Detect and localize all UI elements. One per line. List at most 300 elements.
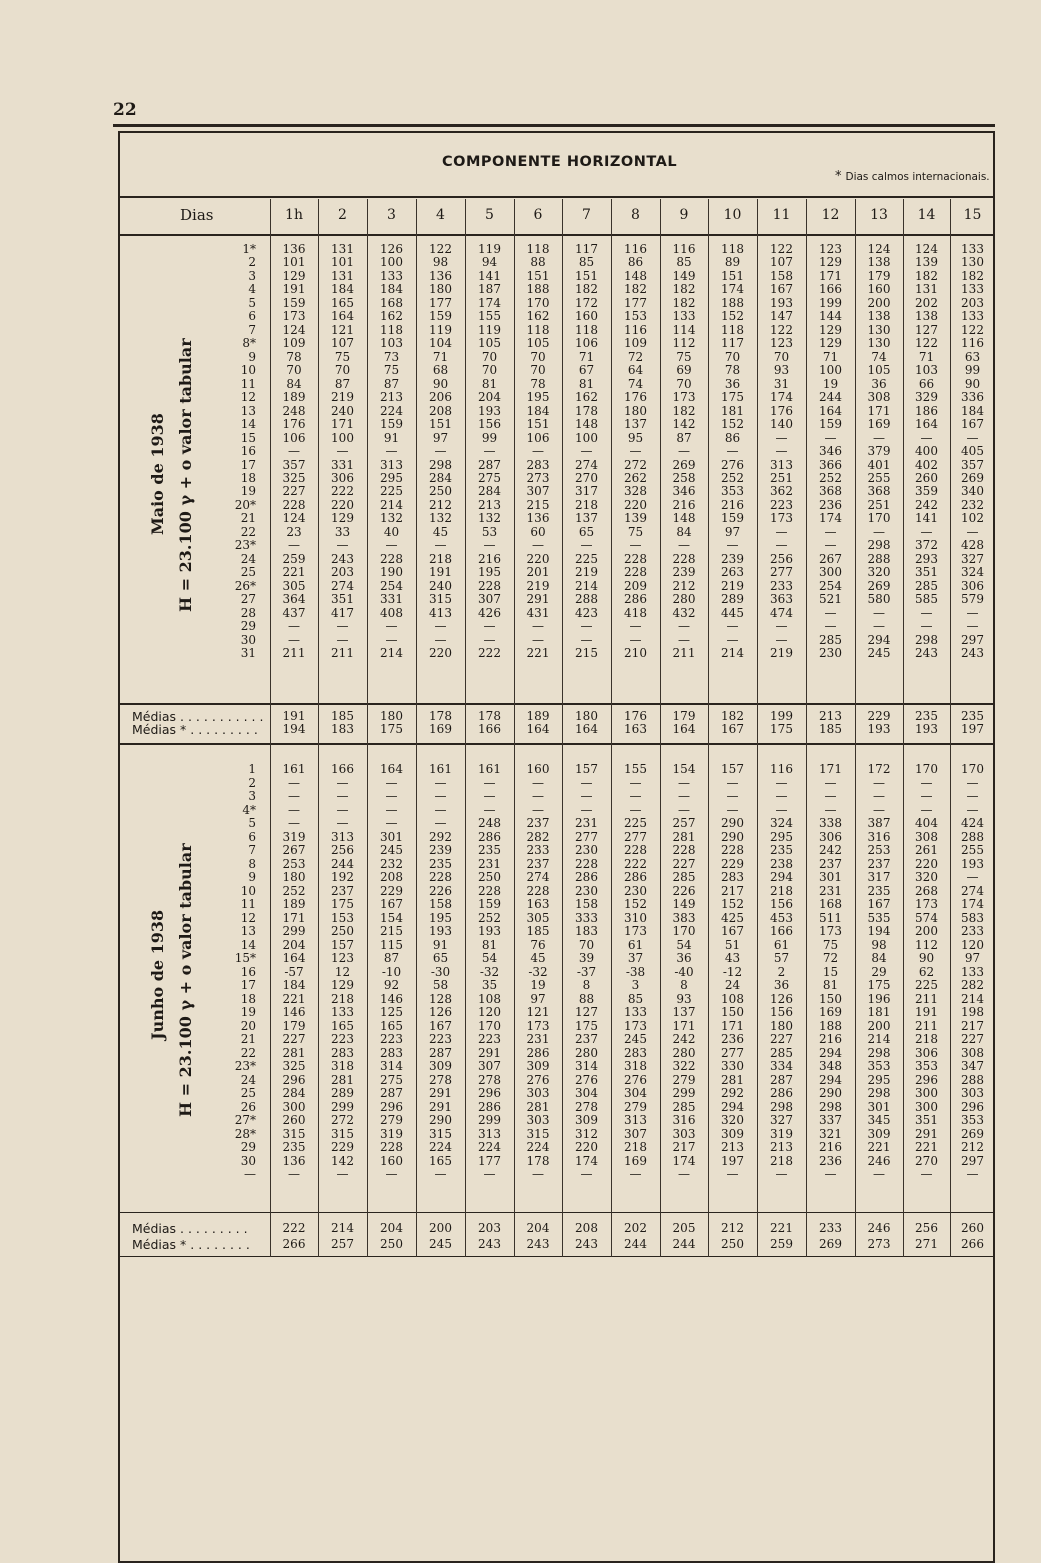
table-cell: 78 (286, 349, 302, 364)
day-label: 8 (248, 856, 256, 871)
table-cell: 405 (961, 444, 984, 459)
table-cell: 353 (915, 1059, 938, 1073)
table-cell: 203 (961, 295, 984, 310)
table-cell: 317 (575, 484, 598, 499)
table-cell: 214 (380, 646, 403, 661)
day-label: 28* (234, 1126, 256, 1141)
hour-header-13: 13 (870, 207, 888, 223)
mean-cell: 244 (672, 1237, 696, 1251)
table-cell: 139 (915, 255, 938, 270)
table-cell: 325 (282, 470, 306, 485)
table-cell: 93 (676, 991, 692, 1006)
table-cell: 127 (575, 1005, 598, 1019)
table-cell: — (824, 1167, 837, 1181)
table-cell: 129 (819, 336, 842, 351)
table-cell: 131 (331, 242, 354, 256)
table-cell: 165 (380, 1018, 403, 1033)
table-cell: 282 (961, 978, 984, 992)
table-cell: 99 (964, 363, 981, 378)
day-label: 1 (248, 762, 256, 776)
table-cell: 192 (331, 870, 354, 884)
mean-label: Médias . . . . . . . . . (132, 1221, 248, 1236)
table-cell: 291 (478, 1045, 501, 1060)
table-cell: 276 (526, 1072, 550, 1087)
table-cell: 166 (819, 282, 842, 297)
table-cell: — (288, 632, 300, 647)
table-cell: 75 (822, 937, 839, 952)
table-cell: 304 (624, 1086, 647, 1100)
table-cell: — (824, 538, 837, 553)
table-cell: 251 (770, 470, 793, 485)
table-cell: 84 (676, 524, 692, 539)
table-cell: 230 (819, 646, 842, 661)
table-cell: 408 (380, 605, 403, 620)
table-cell: 366 (819, 457, 842, 472)
mean-cell: 204 (526, 1221, 550, 1235)
table-cell: 268 (915, 883, 938, 898)
table-cell: 216 (721, 497, 744, 512)
day-label: 21 (240, 1032, 256, 1046)
table-cell: 290 (429, 1113, 452, 1127)
table-cell: — (966, 605, 979, 620)
table-cell: 136 (429, 268, 452, 283)
table-cell: 413 (429, 605, 452, 620)
table-cell: 118 (380, 322, 403, 337)
hour-header-3: 3 (387, 207, 396, 223)
table-cell: 286 (478, 829, 501, 844)
table-cell: 348 (819, 1059, 842, 1073)
table-cell: 19 (822, 376, 839, 391)
table-cell: 283 (526, 457, 550, 472)
table-cell: 278 (429, 1072, 452, 1087)
mean-cell: 180 (380, 709, 403, 723)
table-cell: 237 (819, 856, 842, 871)
table-cell: — (629, 632, 642, 647)
table-cell: — (678, 775, 690, 790)
table-cell: 78 (530, 376, 546, 391)
table-cell: 129 (819, 322, 842, 337)
table-cell: 535 (867, 910, 891, 925)
table-cell: 131 (915, 282, 938, 297)
table-cell: 314 (380, 1059, 403, 1073)
table-cell: 242 (672, 1032, 696, 1046)
table-cell: 133 (961, 309, 984, 324)
mean-cell: 243 (575, 1237, 598, 1251)
table-cell: 307 (478, 592, 501, 607)
table-cell: — (824, 524, 837, 539)
table-cell: 60 (530, 524, 546, 539)
table-cell: — (483, 538, 496, 553)
table-cell: — (629, 775, 642, 790)
table-cell: 246 (867, 1153, 891, 1168)
mean-cell: 163 (624, 722, 647, 736)
table-cell: 277 (624, 829, 647, 844)
table-cell: 100 (380, 255, 403, 270)
table-cell: 148 (624, 268, 647, 283)
table-cell: 298 (429, 457, 452, 472)
table-cell: 159 (721, 511, 744, 526)
table-cell: 91 (383, 430, 400, 445)
table-cell: 94 (481, 255, 498, 270)
table-cell: 337 (819, 1113, 842, 1127)
table-cell: 132 (380, 511, 403, 526)
table-cell: 317 (867, 870, 891, 884)
table-cell: 400 (915, 444, 938, 459)
table-cell: 321 (819, 1126, 842, 1141)
mean-cell: 208 (575, 1221, 598, 1235)
table-cell: 173 (672, 390, 696, 405)
table-cell: 304 (575, 1086, 598, 1100)
table-cell: 173 (770, 511, 793, 526)
table-cell: — (336, 619, 349, 634)
table-cell: 158 (575, 897, 598, 911)
table-cell: — (920, 605, 933, 620)
table-cell: — (873, 1167, 885, 1181)
table-cell: 81 (481, 937, 498, 952)
table-cell: 293 (915, 551, 938, 566)
table-cell: 181 (867, 1005, 891, 1019)
table-cell: 123 (331, 951, 354, 965)
table-cell: 75 (334, 349, 351, 364)
table-cell: — (580, 444, 593, 459)
table-cell: 220 (624, 497, 647, 512)
table-cell: 148 (575, 417, 598, 432)
table-cell: 163 (526, 897, 550, 911)
table-cell: 160 (867, 282, 891, 297)
hour-header-4: 4 (436, 207, 445, 223)
table-cell: 102 (961, 511, 984, 526)
table-cell: — (678, 619, 690, 634)
table-cell: — (336, 775, 349, 790)
mean-cell: 243 (526, 1237, 550, 1251)
table-cell: 173 (915, 897, 938, 911)
table-cell: 70 (676, 376, 692, 391)
table-cell: 29 (871, 964, 887, 979)
table-cell: 353 (721, 484, 744, 499)
day-label: 21 (240, 511, 256, 526)
table-cell: 235 (770, 843, 793, 857)
table-cell: 331 (331, 457, 354, 472)
day-label: 16 (240, 964, 256, 979)
table-cell: — (966, 802, 979, 817)
table-cell: 213 (380, 390, 403, 405)
table-cell: 319 (282, 829, 306, 844)
table-cell: 70 (773, 349, 790, 364)
table-cell: 291 (915, 1126, 938, 1141)
table-cell: 227 (282, 1032, 306, 1046)
day-label: 23* (234, 538, 256, 553)
table-cell: 208 (380, 870, 403, 884)
table-cell: 184 (282, 978, 306, 992)
table-rule (120, 1212, 993, 1213)
table-cell: 221 (526, 646, 550, 661)
table-cell: 200 (867, 295, 891, 310)
table-cell: 171 (819, 268, 842, 283)
table-cell: 167 (721, 924, 744, 938)
table-cell: 75 (627, 524, 644, 539)
day-label: 15* (234, 951, 256, 965)
table-cell: 225 (380, 484, 403, 499)
table-cell: 262 (624, 470, 647, 485)
table-cell: — (532, 1167, 544, 1181)
table-cell: 178 (575, 403, 598, 418)
table-cell: 118 (721, 242, 744, 256)
day-label: 18 (240, 470, 256, 485)
table-cell: 182 (915, 268, 938, 283)
table-cell: 237 (331, 883, 354, 898)
mean-label: Médias . . . . . . . . . . . (132, 709, 264, 724)
table-cell: 272 (331, 1113, 354, 1127)
table-cell: 303 (961, 1086, 984, 1100)
table-cell: — (678, 802, 690, 817)
table-cell: 122 (961, 322, 984, 337)
table-cell: 267 (282, 843, 306, 857)
table-cell: 368 (819, 484, 842, 499)
mean-cell: 213 (819, 709, 842, 723)
table-cell: 309 (575, 1113, 598, 1127)
table-cell: 70 (530, 349, 546, 364)
table-cell: 191 (282, 282, 306, 297)
table-cell: 43 (724, 951, 741, 965)
table-cell: 189 (282, 390, 306, 405)
table-cell: 133 (331, 1005, 354, 1019)
table-cell: — (385, 816, 398, 830)
table-cell: 151 (526, 268, 550, 283)
table-cell: 195 (429, 910, 452, 925)
table-cell: 255 (867, 470, 891, 485)
mean-cell: 250 (380, 1237, 403, 1251)
table-cell: 175 (721, 390, 744, 405)
table-cell: -57 (284, 964, 304, 979)
table-cell: 81 (481, 376, 498, 391)
table-cell: 181 (721, 403, 744, 418)
table-cell: 170 (961, 762, 984, 776)
table-cell: 284 (282, 1086, 306, 1100)
table-cell: 301 (819, 870, 842, 884)
table-cell: 160 (575, 309, 598, 324)
table-cell: 294 (867, 632, 891, 647)
mean-cell: 256 (915, 1221, 938, 1235)
table-cell: — (726, 632, 739, 647)
table-cell: 175 (867, 978, 891, 992)
table-cell: 402 (915, 457, 938, 472)
table-cell: 87 (383, 951, 400, 965)
mean-cell: 214 (331, 1221, 354, 1235)
table-cell: 219 (526, 578, 550, 593)
table-cell: 511 (819, 910, 842, 925)
table-cell: 357 (282, 457, 306, 472)
table-cell: 284 (478, 484, 501, 499)
day-label: 29 (240, 1140, 256, 1154)
table-cell: 182 (672, 282, 696, 297)
table-cell: 258 (672, 470, 696, 485)
table-cell: 228 (672, 843, 696, 857)
table-cell: 78 (724, 363, 741, 378)
table-cell: 108 (478, 991, 501, 1006)
table-cell: 298 (867, 1045, 891, 1060)
table-cell: 171 (819, 762, 842, 776)
table-cell: 240 (429, 578, 452, 593)
table-cell: 237 (575, 1032, 598, 1046)
mean-cell: 245 (429, 1237, 452, 1251)
table-cell: 174 (672, 1153, 696, 1168)
table-cell: 445 (721, 605, 744, 620)
mean-cell: 212 (721, 1221, 744, 1235)
table-cell: 107 (770, 255, 793, 270)
table-cell: 364 (282, 592, 306, 607)
table-cell: 270 (575, 470, 598, 485)
table-cell: 201 (526, 565, 550, 580)
table-cell: 179 (282, 1018, 306, 1033)
table-cell: 284 (429, 470, 452, 485)
table-cell: 71 (578, 349, 595, 364)
table-cell: 291 (429, 1086, 452, 1100)
table-cell: 169 (819, 1005, 842, 1019)
table-cell: 237 (867, 856, 891, 871)
table-cell: 401 (867, 457, 891, 472)
table-cell: 232 (961, 497, 984, 512)
table-cell: — (385, 619, 398, 634)
table-cell: 279 (624, 1099, 647, 1114)
table-cell: 100 (819, 363, 842, 378)
table-cell: — (873, 802, 885, 817)
table-cell: 474 (770, 605, 793, 620)
table-cell: 174 (961, 897, 984, 911)
table-cell: 150 (721, 1005, 744, 1019)
table-cell: 106 (575, 336, 598, 351)
table-cell: 330 (721, 1059, 744, 1073)
table-cell: 223 (770, 497, 793, 512)
table-cell: — (966, 524, 979, 539)
table-cell: 228 (478, 883, 501, 898)
mean-cell: 164 (672, 722, 696, 736)
table-cell: — (532, 775, 544, 790)
table-cell: 286 (575, 870, 598, 884)
table-cell: 227 (770, 1032, 793, 1046)
table-cell: — (434, 775, 447, 790)
day-label: 9 (248, 870, 256, 884)
table-cell: 156 (478, 417, 501, 432)
table-cell: 289 (721, 592, 744, 607)
table-cell: 363 (770, 592, 793, 607)
mean-cell: 197 (961, 722, 984, 736)
day-label: 23* (234, 1059, 256, 1073)
table-cell: 174 (770, 390, 793, 405)
table-cell: 174 (721, 282, 744, 297)
dias-header: Dias (180, 206, 214, 224)
table-cell: 112 (915, 937, 938, 952)
table-cell: — (580, 802, 593, 817)
table-cell: 227 (282, 484, 306, 499)
hour-header-1: 1h (285, 207, 303, 223)
table-cell: 65 (432, 951, 449, 965)
table-cell: 72 (627, 349, 644, 364)
table-cell: 152 (721, 417, 744, 432)
table-cell: — (434, 444, 447, 459)
table-cell: 128 (429, 991, 452, 1006)
table-cell: 159 (478, 897, 501, 911)
table-cell: 225 (575, 551, 598, 566)
table-cell: — (288, 775, 300, 790)
table-cell: 130 (867, 336, 891, 351)
day-label: — (244, 1167, 256, 1181)
table-cell: 8 (680, 978, 688, 992)
table-cell: — (336, 444, 349, 459)
table-cell: 151 (526, 417, 550, 432)
table-cell: 87 (334, 376, 351, 391)
table-cell: 300 (915, 1099, 938, 1114)
mean-cell: 205 (672, 1221, 696, 1235)
table-cell: 69 (676, 363, 692, 378)
table-cell: — (775, 524, 788, 539)
mean-cell: 259 (770, 1237, 793, 1251)
table-cell: 122 (429, 242, 452, 256)
table-cell: — (726, 789, 739, 803)
table-cell: — (288, 619, 300, 634)
table-cell: 236 (721, 1032, 744, 1046)
table-cell: 129 (282, 268, 306, 283)
table-cell: 328 (624, 484, 647, 499)
table-cell: 211 (915, 1018, 938, 1033)
table-cell: 320 (721, 1113, 744, 1127)
table-cell: 161 (429, 762, 452, 776)
table-cell: 95 (627, 430, 644, 445)
day-label: 2 (248, 775, 256, 790)
mean-cell: 221 (770, 1221, 793, 1235)
table-cell: 84 (871, 951, 887, 965)
table-cell: 221 (867, 1140, 891, 1154)
table-cell: 315 (429, 592, 452, 607)
table-cell: -10 (381, 964, 402, 979)
table-cell: 313 (331, 829, 354, 844)
table-cell: 98 (871, 937, 887, 952)
hour-header-5: 5 (485, 207, 494, 223)
table-cell: 54 (676, 937, 692, 952)
table-cell: 319 (380, 1126, 403, 1141)
table-cell: 187 (478, 282, 501, 297)
table-cell: 36 (724, 376, 741, 391)
table-cell: 122 (915, 336, 938, 351)
table-cell: 191 (915, 1005, 938, 1019)
table-cell: 3 (631, 978, 640, 992)
table-cell: 76 (530, 937, 546, 952)
table-cell: 89 (724, 255, 741, 270)
table-cell: 209 (624, 578, 647, 593)
table-cell: 286 (624, 592, 647, 607)
table-cell: 213 (721, 1140, 744, 1154)
table-cell: 245 (624, 1032, 647, 1046)
table-cell: 136 (282, 242, 306, 256)
day-label: 3 (248, 268, 256, 283)
table-cell: 172 (575, 295, 598, 310)
day-label: 22 (240, 1045, 256, 1060)
table-cell: 85 (676, 255, 692, 270)
mean-cell: 250 (721, 1237, 744, 1251)
table-cell: 182 (624, 282, 647, 297)
table-cell: — (629, 789, 642, 803)
table-cell: 225 (915, 978, 938, 992)
table-cell: — (629, 802, 642, 817)
table-cell: 288 (575, 592, 598, 607)
mean-cell: 229 (867, 709, 891, 723)
mean-cell: 266 (282, 1237, 306, 1251)
table-cell: 155 (624, 762, 647, 776)
table-cell: 164 (819, 403, 842, 418)
table-cell: 274 (575, 457, 598, 472)
table-cell: 251 (867, 497, 891, 512)
table-cell: 189 (282, 897, 306, 911)
table-cell: 219 (721, 578, 744, 593)
